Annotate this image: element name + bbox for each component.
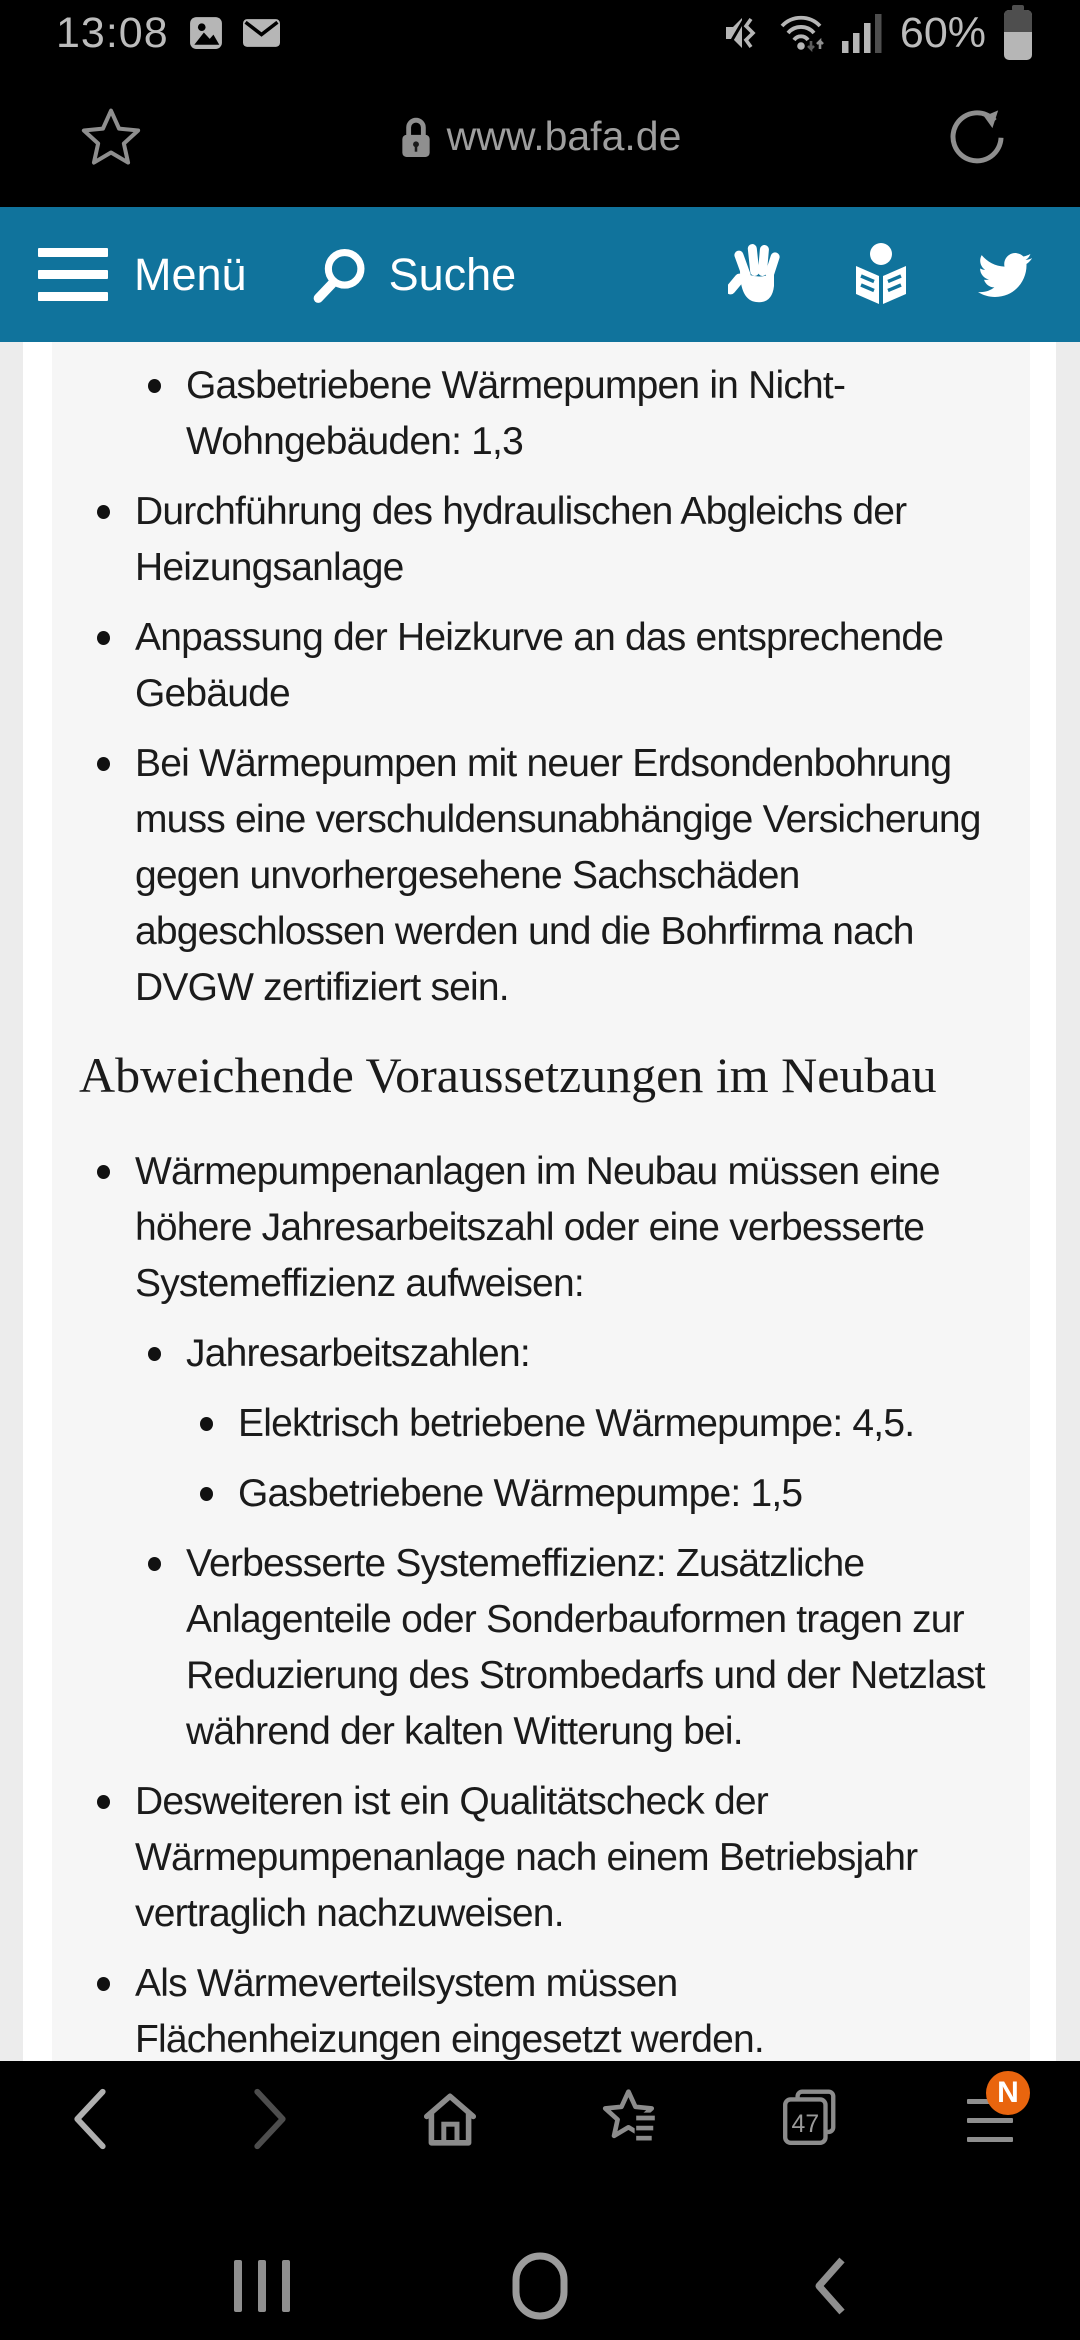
browser-back-button[interactable] bbox=[0, 2087, 180, 2151]
notification-badge: N bbox=[986, 2071, 1030, 2115]
clock: 13:08 bbox=[56, 8, 169, 57]
browser-tabs-button[interactable] bbox=[720, 2087, 900, 2149]
browser-menu-button[interactable] bbox=[900, 2076, 1080, 2149]
list-item: Verbesserte Systemeffizienz: Zusätzliche Anlagenteile oder Sonderbauformen tragen zur Reduzierung des Strombedarfs und der Netzlast während der kalten Witterung bei. bbox=[52, 1536, 1030, 1760]
list-item: Bei Wärmepumpen mit neuer Erdsondenbohrung muss eine verschuldensunabhängige Versicherung gegen unvorhergesehene Sachschäden abgeschlossen werden und die Bohrfirma nach DVGW zertifiziert sein. bbox=[52, 736, 1030, 1016]
browser-url-bar bbox=[0, 66, 1080, 207]
site-search-button[interactable] bbox=[309, 244, 517, 306]
address-field[interactable] bbox=[0, 66, 1080, 207]
url-text: www.bafa.de bbox=[446, 113, 682, 159]
search-icon bbox=[309, 244, 371, 306]
signal-strength-icon bbox=[842, 12, 884, 54]
section-heading: Abweichende Voraussetzungen im Neubau bbox=[79, 1047, 937, 1103]
tabs-icon bbox=[779, 2087, 841, 2149]
sign-language-icon[interactable] bbox=[728, 242, 788, 308]
list-item: Jahresarbeitszahlen: bbox=[52, 1326, 1030, 1382]
article-content bbox=[52, 342, 1030, 2077]
battery-icon bbox=[1002, 5, 1034, 61]
browser-bookmarks-button[interactable] bbox=[540, 2087, 720, 2149]
browser-home-button[interactable] bbox=[360, 2087, 540, 2149]
android-nav-bar bbox=[0, 2232, 1080, 2340]
browser-toolbar bbox=[0, 2061, 1080, 2232]
wifi-icon bbox=[780, 13, 826, 53]
list-item: Gasbetriebene Wärmepumpen in Nicht-Wohngebäuden: 1,3 bbox=[52, 358, 1030, 470]
recents-button[interactable] bbox=[234, 2260, 290, 2312]
list-item: Wärmepumpenanlagen im Neubau müssen eine höhere Jahresarbeitszahl oder eine verbesserte Systemeffizienz aufweisen: bbox=[52, 1144, 1030, 1312]
list-item: Durchführung des hydraulischen Abgleichs der Heizungsanlage bbox=[52, 484, 1030, 596]
status-bar-left bbox=[56, 9, 280, 58]
twitter-icon[interactable] bbox=[974, 248, 1036, 302]
list-item: Elektrisch betriebene Wärmepumpe: 4,5. bbox=[52, 1396, 1030, 1452]
forward-icon bbox=[257, 2092, 282, 2147]
browser-forward-button[interactable] bbox=[180, 2087, 360, 2151]
site-menu-button[interactable] bbox=[38, 248, 247, 301]
requirements-list bbox=[52, 358, 1030, 1016]
site-header bbox=[0, 207, 1080, 342]
content-card bbox=[23, 342, 1056, 2061]
home-squircle-icon bbox=[512, 2252, 568, 2320]
status-bar-right bbox=[724, 5, 1034, 61]
back-icon bbox=[77, 2092, 102, 2147]
email-icon bbox=[243, 19, 280, 47]
list-item: Als Wärmeverteilsystem müssen Flächenheizungen eingesetzt werden. bbox=[52, 1956, 1030, 2068]
home-icon bbox=[419, 2087, 481, 2149]
gallery-icon bbox=[189, 16, 223, 50]
search-label: Suche bbox=[388, 248, 517, 300]
battery-percent: 60% bbox=[899, 8, 986, 57]
mute-vibrate-icon bbox=[724, 14, 764, 52]
android-back-button[interactable] bbox=[812, 2255, 848, 2317]
lock-icon bbox=[399, 116, 433, 158]
neubau-list bbox=[52, 1144, 1030, 2068]
svg-text:47: 47 bbox=[791, 2110, 820, 2138]
list-item: Desweiteren ist ein Qualitätscheck der Wärmepumpenanlage nach einem Betriebsjahr vertraglich nachzuweisen. bbox=[52, 1774, 1030, 1942]
page-background bbox=[0, 342, 1080, 2061]
home-button[interactable] bbox=[512, 2252, 568, 2320]
hamburger-icon bbox=[38, 248, 108, 301]
easy-language-icon[interactable] bbox=[852, 242, 910, 308]
bookmarks-star-icon bbox=[599, 2087, 661, 2149]
site-header-icons bbox=[728, 242, 1036, 308]
back-chevron-icon bbox=[812, 2255, 848, 2317]
list-item: Gasbetriebene Wärmepumpe: 1,5 bbox=[52, 1466, 1030, 1522]
list-item: Anpassung der Heizkurve an das entsprechende Gebäude bbox=[52, 610, 1030, 722]
status-bar bbox=[0, 0, 1080, 66]
menu-label: Menü bbox=[134, 248, 247, 300]
